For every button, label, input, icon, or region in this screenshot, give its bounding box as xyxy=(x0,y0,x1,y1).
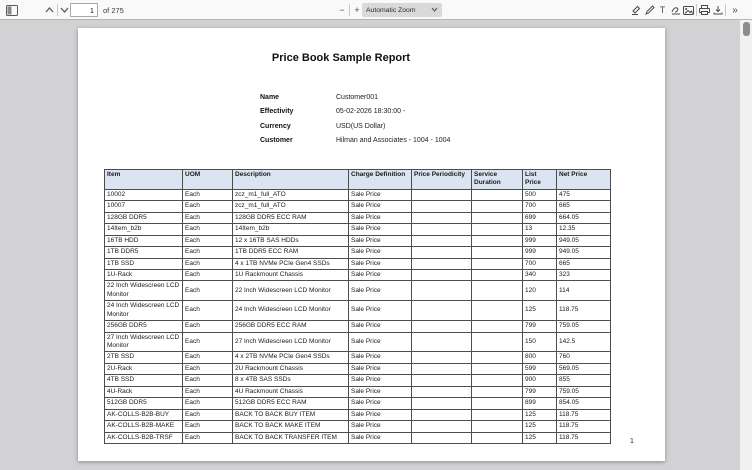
table-row xyxy=(105,375,611,386)
table-cell: 27 Inch Widescreen LCD Monitor xyxy=(105,332,183,352)
table-cell xyxy=(472,432,523,443)
table-cell xyxy=(472,363,523,374)
table-cell: 128GB DDR5 ECC RAM xyxy=(233,212,349,223)
field-value: Hilman and Associates - 1004 - 1004 xyxy=(336,137,451,145)
zoom-level-select[interactable] xyxy=(362,3,442,17)
column-header: Charge Definition xyxy=(349,170,412,190)
table-cell xyxy=(472,201,523,212)
table-cell: 125 xyxy=(523,301,557,321)
field-value: USD(US Dollar) xyxy=(336,122,386,130)
table-cell: 700 xyxy=(523,201,557,212)
table-cell xyxy=(412,301,472,321)
table-cell: 760 xyxy=(557,352,611,363)
table-cell: 899 xyxy=(523,398,557,409)
table-cell xyxy=(472,235,523,246)
table-cell: 27 Inch Widescreen LCD Monitor xyxy=(233,332,349,352)
table-cell xyxy=(472,332,523,352)
table-row xyxy=(105,398,611,409)
pdf-toolbar xyxy=(0,0,752,20)
table-cell xyxy=(412,375,472,386)
table-cell: 900 xyxy=(523,375,557,386)
image-icon xyxy=(683,6,694,15)
table-cell: 999 xyxy=(523,247,557,258)
table-cell xyxy=(472,375,523,386)
highlight-button[interactable] xyxy=(629,2,642,18)
table-cell: 323 xyxy=(557,269,611,280)
table-cell: 142.5 xyxy=(557,332,611,352)
table-cell: Each xyxy=(183,363,233,374)
table-cell: Each xyxy=(183,301,233,321)
table-cell: 569.05 xyxy=(557,363,611,374)
table-cell xyxy=(412,386,472,397)
doc-field-row xyxy=(260,90,450,105)
table-cell: Each xyxy=(183,375,233,386)
zoom-level-label: Automatic Zoom xyxy=(366,6,416,14)
table-cell xyxy=(472,301,523,321)
table-cell xyxy=(472,409,523,420)
table-cell: 999 xyxy=(523,235,557,246)
highlight-icon xyxy=(631,5,641,15)
table-cell: Sale Price xyxy=(349,375,412,386)
table-cell: 340 xyxy=(523,269,557,280)
toolbar-divider xyxy=(349,4,350,16)
signature-button[interactable] xyxy=(669,2,682,18)
toolbar-divider xyxy=(696,4,697,16)
table-cell: Sale Price xyxy=(349,301,412,321)
table-cell: 12 x 16TB SAS HDDs xyxy=(233,235,349,246)
table-cell: Each xyxy=(183,332,233,352)
table-cell: Sale Price xyxy=(349,432,412,443)
table-row xyxy=(105,432,611,443)
table-cell: 150 xyxy=(523,332,557,352)
table-cell: BACK TO BACK BUY ITEM xyxy=(233,409,349,420)
chevron-down-icon xyxy=(60,7,69,13)
table-row xyxy=(105,258,611,269)
table-cell: Sale Price xyxy=(349,352,412,363)
table-cell: Sale Price xyxy=(349,224,412,235)
table-cell: Sale Price xyxy=(349,398,412,409)
table-row xyxy=(105,352,611,363)
table-cell: 4U Rackmount Chassis xyxy=(233,386,349,397)
column-header: Net Price xyxy=(557,170,611,190)
table-cell: 599 xyxy=(523,363,557,374)
table-row xyxy=(105,201,611,212)
table-cell: Sale Price xyxy=(349,258,412,269)
table-cell xyxy=(412,269,472,280)
table-cell: AK-COLLS-B2B-TRSF xyxy=(105,432,183,443)
table-cell: 2TB SSD xyxy=(105,352,183,363)
table-cell: 16TB HDD xyxy=(105,235,183,246)
doc-field-row xyxy=(260,105,450,120)
table-cell: 256GB DDR5 ECC RAM xyxy=(233,321,349,332)
table-cell: 855 xyxy=(557,375,611,386)
free-text-button[interactable] xyxy=(656,2,669,18)
table-cell: Sale Price xyxy=(349,363,412,374)
table-cell: 10002 xyxy=(105,189,183,200)
toolbar-divider xyxy=(725,4,726,16)
table-cell: 800 xyxy=(523,352,557,363)
scrollbar-thumb[interactable] xyxy=(743,22,750,36)
table-cell: Each xyxy=(183,421,233,432)
table-cell: Sale Price xyxy=(349,235,412,246)
page-number-footer: 1 xyxy=(630,438,634,445)
table-row xyxy=(105,409,611,420)
table-row xyxy=(105,247,611,258)
print-button[interactable] xyxy=(698,2,711,18)
add-image-button[interactable] xyxy=(682,2,695,18)
table-cell: Sale Price xyxy=(349,247,412,258)
doc-field-row xyxy=(260,134,450,149)
table-cell: 854.05 xyxy=(557,398,611,409)
table-cell: 125 xyxy=(523,409,557,420)
table-cell: 665 xyxy=(557,258,611,269)
table-cell: 24 Inch Widescreen LCD Monitor xyxy=(105,301,183,321)
pdf-page xyxy=(78,28,665,461)
table-cell xyxy=(412,281,472,301)
table-cell xyxy=(412,398,472,409)
table-cell xyxy=(472,386,523,397)
download-icon xyxy=(713,5,723,15)
table-cell: 2U Rackmount Chassis xyxy=(233,363,349,374)
field-label: Effectivity xyxy=(260,108,294,116)
table-cell: 949.05 xyxy=(557,235,611,246)
table-cell: Each xyxy=(183,352,233,363)
table-cell: Each xyxy=(183,258,233,269)
column-header: Price Periodicity xyxy=(412,170,472,190)
page-number-input[interactable] xyxy=(70,3,98,17)
sidebar-toggle-button[interactable] xyxy=(4,2,20,18)
zoom-in-button[interactable]: + xyxy=(351,2,363,18)
draw-button[interactable] xyxy=(643,2,656,18)
table-header-row xyxy=(105,170,611,190)
pdf-canvas-area xyxy=(0,20,740,470)
table-cell: 125 xyxy=(523,421,557,432)
table-cell: Sale Price xyxy=(349,332,412,352)
table-cell xyxy=(472,321,523,332)
table-cell: 665 xyxy=(557,201,611,212)
table-cell: 128GB DDR5 xyxy=(105,212,183,223)
table-cell: zcz_m1_full_ATO xyxy=(233,201,349,212)
table-cell: 14Item_b2b xyxy=(105,224,183,235)
table-row xyxy=(105,421,611,432)
table-cell xyxy=(412,212,472,223)
table-cell: Sale Price xyxy=(349,421,412,432)
table-cell: 4 x 2TB NVMe PCIe Gen4 SSDs xyxy=(233,352,349,363)
table-row xyxy=(105,189,611,200)
table-cell xyxy=(412,421,472,432)
table-cell: 664.05 xyxy=(557,212,611,223)
table-cell: Each xyxy=(183,409,233,420)
table-cell xyxy=(472,352,523,363)
table-cell xyxy=(412,352,472,363)
more-tools-button[interactable]: » xyxy=(728,2,742,18)
column-header: UOM xyxy=(183,170,233,190)
table-cell: 14Item_b2b xyxy=(233,224,349,235)
table-cell: AK-COLLS-B2B-BUY xyxy=(105,409,183,420)
table-row xyxy=(105,301,611,321)
table-cell: 118.75 xyxy=(557,301,611,321)
table-cell: Sale Price xyxy=(349,321,412,332)
table-cell: 118.75 xyxy=(557,421,611,432)
print-icon xyxy=(699,5,710,15)
previous-page-button[interactable] xyxy=(43,2,56,18)
table-cell xyxy=(412,235,472,246)
table-cell: Sale Price xyxy=(349,212,412,223)
table-cell: 4TB SSD xyxy=(105,375,183,386)
table-cell xyxy=(472,189,523,200)
table-cell: 949.05 xyxy=(557,247,611,258)
table-cell: 8 x 4TB SAS SSDs xyxy=(233,375,349,386)
table-cell xyxy=(412,321,472,332)
table-cell: 4 x 1TB NVMe PCIe Gen4 SSDs xyxy=(233,258,349,269)
table-cell xyxy=(412,224,472,235)
table-cell: 500 xyxy=(523,189,557,200)
table-cell: 10007 xyxy=(105,201,183,212)
table-cell: Sale Price xyxy=(349,386,412,397)
table-cell: 1TB SSD xyxy=(105,258,183,269)
table-cell: 12.35 xyxy=(557,224,611,235)
vertical-scrollbar[interactable] xyxy=(740,20,752,470)
table-cell: Sale Price xyxy=(349,201,412,212)
table-cell: 759.05 xyxy=(557,321,611,332)
table-cell xyxy=(412,189,472,200)
pen-icon xyxy=(645,5,655,15)
table-cell: 1U-Rack xyxy=(105,269,183,280)
table-cell xyxy=(412,409,472,420)
table-cell: 2U-Rack xyxy=(105,363,183,374)
table-cell xyxy=(472,269,523,280)
table-cell xyxy=(412,363,472,374)
table-row xyxy=(105,269,611,280)
text-icon: T xyxy=(659,5,666,15)
field-value: 05-02-2026 18:30:00 - xyxy=(336,108,406,116)
table-cell: 120 xyxy=(523,281,557,301)
table-cell: BACK TO BACK MAKE ITEM xyxy=(233,421,349,432)
doc-fields xyxy=(260,90,450,148)
column-header: Description xyxy=(233,170,349,190)
table-cell: zcz_m1_full_ATO xyxy=(233,189,349,200)
table-cell: 13 xyxy=(523,224,557,235)
table-cell: 700 xyxy=(523,258,557,269)
table-cell: Sale Price xyxy=(349,409,412,420)
table-cell xyxy=(472,212,523,223)
table-cell: 256GB DDR5 xyxy=(105,321,183,332)
save-button[interactable] xyxy=(711,2,724,18)
chevron-down-icon xyxy=(431,7,438,14)
table-row xyxy=(105,281,611,301)
table-cell: 1TB DDR5 xyxy=(105,247,183,258)
table-cell: 114 xyxy=(557,281,611,301)
field-label: Currency xyxy=(260,122,291,130)
table-cell: 475 xyxy=(557,189,611,200)
table-row xyxy=(105,332,611,352)
zoom-out-button[interactable]: − xyxy=(336,2,348,18)
field-label: Customer xyxy=(260,137,293,145)
table-cell: 118.75 xyxy=(557,409,611,420)
table-cell xyxy=(412,432,472,443)
table-cell xyxy=(472,224,523,235)
column-header: List Price xyxy=(523,170,557,190)
sidebar-toggle-icon xyxy=(6,5,18,16)
table-cell: Each xyxy=(183,398,233,409)
table-cell xyxy=(472,398,523,409)
table-cell: 22 Inch Widescreen LCD Monitor xyxy=(105,281,183,301)
table-cell: Sale Price xyxy=(349,269,412,280)
table-cell: 512GB DDR5 ECC RAM xyxy=(233,398,349,409)
table-cell xyxy=(412,201,472,212)
table-cell: 699 xyxy=(523,212,557,223)
table-cell: Each xyxy=(183,386,233,397)
signature-icon xyxy=(671,5,681,15)
table-cell: Each xyxy=(183,224,233,235)
table-cell xyxy=(412,258,472,269)
table-cell: Each xyxy=(183,201,233,212)
table-cell: 24 Inch Widescreen LCD Monitor xyxy=(233,301,349,321)
table-cell xyxy=(412,247,472,258)
table-cell: AK-COLLS-B2B-MAKE xyxy=(105,421,183,432)
price-table xyxy=(104,169,611,444)
table-cell: BACK TO BACK TRANSFER ITEM xyxy=(233,432,349,443)
table-cell xyxy=(472,281,523,301)
doc-field-row xyxy=(260,119,450,134)
table-cell xyxy=(472,421,523,432)
field-label: Name xyxy=(260,93,280,101)
table-row xyxy=(105,386,611,397)
table-cell: 22 Inch Widescreen LCD Monitor xyxy=(233,281,349,301)
table-row xyxy=(105,224,611,235)
table-cell: Each xyxy=(183,212,233,223)
table-row xyxy=(105,321,611,332)
table-cell: 799 xyxy=(523,386,557,397)
page-count-label: of 275 xyxy=(103,6,124,15)
table-cell: 125 xyxy=(523,432,557,443)
table-cell: Each xyxy=(183,321,233,332)
chevron-up-icon xyxy=(45,7,54,13)
table-cell: Sale Price xyxy=(349,281,412,301)
column-header: Item xyxy=(105,170,183,190)
table-body xyxy=(105,189,611,443)
table-cell: 4U-Rack xyxy=(105,386,183,397)
table-row xyxy=(105,212,611,223)
table-cell: Each xyxy=(183,269,233,280)
table-row xyxy=(105,363,611,374)
table-cell: Each xyxy=(183,189,233,200)
table-cell: 118.75 xyxy=(557,432,611,443)
table-cell: Each xyxy=(183,281,233,301)
table-cell: Sale Price xyxy=(349,189,412,200)
table-cell xyxy=(412,332,472,352)
table-cell: Each xyxy=(183,432,233,443)
table-cell xyxy=(472,247,523,258)
report-title: Price Book Sample Report xyxy=(271,52,411,64)
field-value: Customer001 xyxy=(336,93,379,101)
table-cell xyxy=(472,258,523,269)
table-cell: 512GB DDR5 xyxy=(105,398,183,409)
table-cell: Each xyxy=(183,235,233,246)
table-row xyxy=(105,235,611,246)
column-header: Service Duration xyxy=(472,170,523,190)
table-cell: 1TB DDR5 ECC RAM xyxy=(233,247,349,258)
table-cell: 799 xyxy=(523,321,557,332)
table-cell: Each xyxy=(183,247,233,258)
table-cell: 1U Rackmount Chassis xyxy=(233,269,349,280)
table-cell: 759.05 xyxy=(557,386,611,397)
